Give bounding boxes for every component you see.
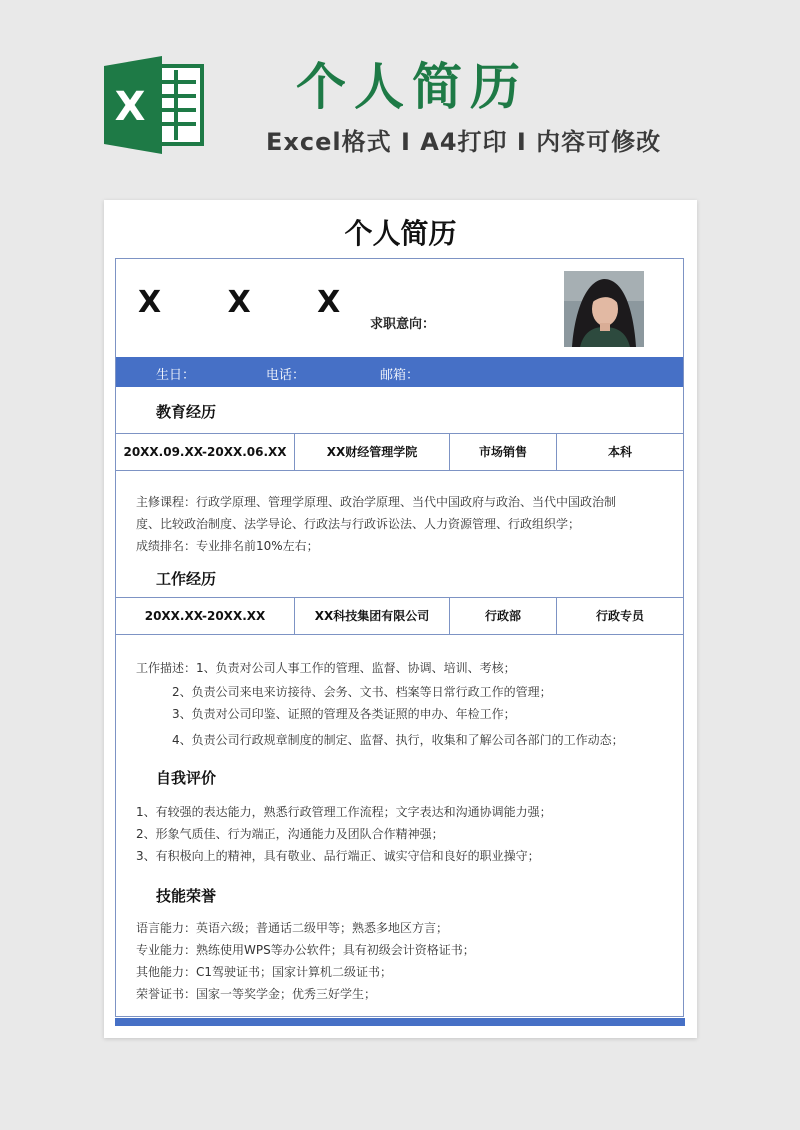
work-line: 4、负责公司行政规章制度的制定、监督、执行，收集和了解公司各部门的工作动态； (172, 733, 624, 747)
education-line: 主修课程：行政学原理、管理学原理、政治学原理、当代中国政府与政治、当代中国政治制 (136, 495, 617, 509)
education-school: XX财经管理学院 (295, 434, 450, 470)
candidate-name: X X X (138, 285, 369, 320)
work-line: 工作描述：1、负责对公司人事工作的管理、监督、协调、培训、考核； (136, 661, 516, 675)
skills-line: 语言能力：英语六级；普通话二级甲等；熟悉多地区方言； (136, 921, 449, 935)
contact-bar (116, 357, 683, 387)
banner (0, 0, 800, 200)
work-position: 行政专员 (595, 609, 644, 623)
self-eval-heading: 自我评价 (156, 769, 217, 787)
education-major: 市场销售 (450, 434, 557, 470)
resume-frame (115, 258, 684, 1017)
education-dates: 20XX.09.XX-20XX.06.XX (116, 434, 295, 470)
work-table-row (116, 597, 683, 635)
skills-line: 荣誉证书：国家一等奖学金；优秀三好学生； (136, 987, 377, 1001)
skills-line: 其他能力：C1驾驶证书；国家计算机二级证书； (136, 965, 393, 979)
work-heading: 工作经历 (156, 570, 217, 588)
work-dates: 20XX.XX-20XX.XX (116, 598, 295, 634)
work-line: 2、负责公司来电来访接待、会务、文书、档案等日常行政工作的管理； (172, 685, 552, 699)
education-degree: 本科 (607, 445, 632, 459)
skills-line: 专业能力：熟练使用WPS等办公软件；具有初级会计资格证书； (136, 943, 475, 957)
resume-title: 个人简历 (344, 217, 457, 250)
education-table-row (116, 433, 683, 471)
self-eval-line: 3、有积极向上的精神，具有敬业、品行端正、诚实守信和良好的职业操守； (136, 849, 540, 863)
education-line: 度、比较政治制度、法学导论、行政法与行政诉讼法、人力资源管理、行政组织学； (136, 517, 581, 531)
profile-photo (564, 271, 644, 347)
work-department: 行政部 (450, 598, 557, 634)
education-heading: 教育经历 (156, 403, 217, 421)
excel-logo-letter: X (114, 84, 146, 130)
excel-icon (104, 56, 204, 154)
banner-title: 个人简历 (296, 58, 528, 116)
self-eval-line: 1、有较强的表达能力，熟悉行政管理工作流程；文字表达和沟通协调能力强； (136, 805, 552, 819)
work-company: XX科技集团有限公司 (295, 598, 450, 634)
skills-heading: 技能荣誉 (156, 887, 217, 905)
bottom-accent-bar (115, 1018, 685, 1026)
education-line: 成绩排名：专业排名前10%左右； (136, 539, 319, 553)
email-label: 邮箱： (380, 368, 420, 383)
banner-subtitle: Excel格式 I A4打印 I 内容可修改 (266, 128, 662, 156)
self-eval-line: 2、形象气质佳、行为端正，沟通能力及团队合作精神强； (136, 827, 444, 841)
job-intent-label: 求职意向： (370, 317, 436, 332)
phone-label: 电话： (266, 368, 306, 383)
work-line: 3、负责对公司印鉴、证照的管理及各类证照的申办、年检工作； (172, 707, 516, 721)
resume-paper (104, 200, 697, 1038)
birthday-label: 生日： (156, 368, 196, 383)
